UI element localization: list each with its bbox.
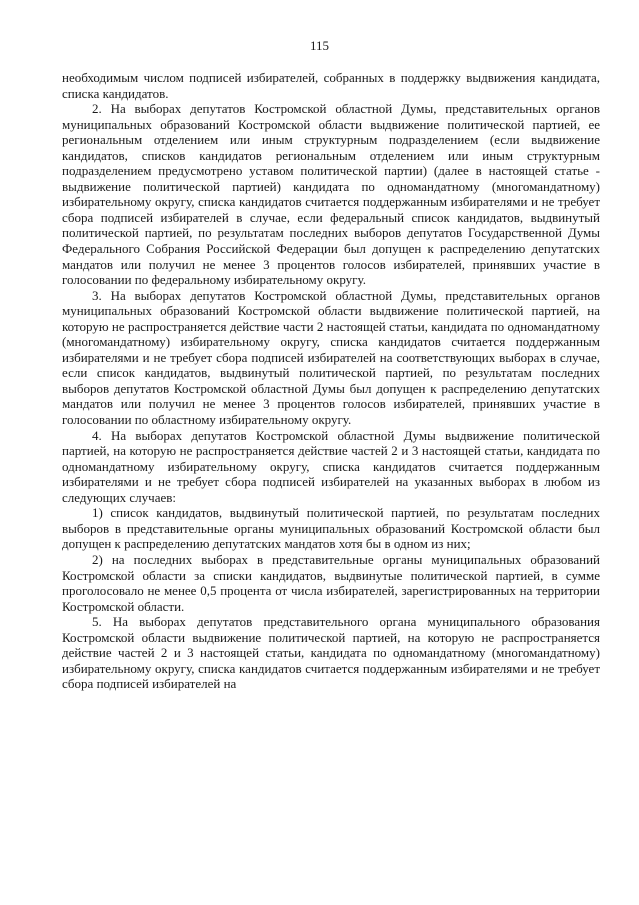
- paragraph-item-2: 2) на последних выборах в представительные органы муниципальных образований Костромской области за списки кандидатов, выдвинутые политической партией, в сумме проголосовало не менее 0,5 процента от числа избирателей, зарегистрированных на территории Костромской области.: [62, 551, 600, 614]
- paragraph-clause-3: 3. На выборах депутатов Костромской областной Думы, представительных органов муниципальных образований Костромской области выдвижение политической партией, на которую не распространяется действие части 2 настоящей статьи, кандидата по одномандатному (многомандатному) избирательному округу, списка кандидатов считается поддержанным избирателями и не требует сбора подписей избирателей на соответствующих выборах в случае, если список кандидатов, выдвинутый политической партией, по результатам последних выборов депутатов Костромской областной Думы был допущен к распределению депутатских мандатов или получил не менее 3 процентов голосов избирателей, принявших участие в голосовании по областному избирательному округу.: [62, 287, 600, 428]
- page-number: 115: [309, 38, 330, 53]
- paragraph-clause-4: 4. На выборах депутатов Костромской областной Думы выдвижение политической партией, на которую не распространяется действие частей 2 и 3 настоящей статьи, кандидата по одномандатному избирательному округу, списка кандидатов считается поддержанным избирателями и не требует сбора подписей избирателей на указанных выборах в любом из следующих случаев:: [62, 427, 600, 505]
- paragraph-clause-2: 2. На выборах депутатов Костромской областной Думы, представительных органов муниципальных образований Костромской области выдвижение политической партией, ее региональным отделением или иным структурным подразделением (если выдвижение кандидатов, списков кандидатов региональным отделением или иным структурным подразделением предусмотрено уставом политической партии) (далее в настоящей статье - выдвижение политической партией) кандидата по одномандатному (многомандатному) избирательному округу, списка кандидатов считается поддержанным избирателями и не требует сбора подписей избирателей в случае, если федеральный список кандидатов, выдвинутый политической партией, по результатам последних выборов депутатов Государственной Думы Федерального Собрания Российской Федерации был допущен к распределению депутатских мандатов или получил не менее 3 процентов голосов избирателей, принявших участие в голосовании по федеральному избирательному округу.: [62, 101, 600, 288]
- document-body: [62, 70, 600, 692]
- paragraph-item-1: 1) список кандидатов, выдвинутый политической партией, по результатам последних выборов в представительные органы муниципальных образований Костромской области был допущен к распределению депутатских мандатов хотя бы в одном из них;: [62, 505, 600, 552]
- paragraph-clause-5: 5. На выборах депутатов представительного органа муниципального образования Костромской области выдвижение политической партией, на которую не распространяется действие частей 2 и 3 настоящей статьи, кандидата по одномандатному (многомандатному) избирательному округу, списка кандидатов считается поддержанным избирателями и не требует сбора подписей избирателей на: [62, 614, 600, 692]
- paragraph-continuation: необходимым числом подписей избирателей, собранных в поддержку выдвижения кандидата, списка кандидатов.: [62, 70, 600, 101]
